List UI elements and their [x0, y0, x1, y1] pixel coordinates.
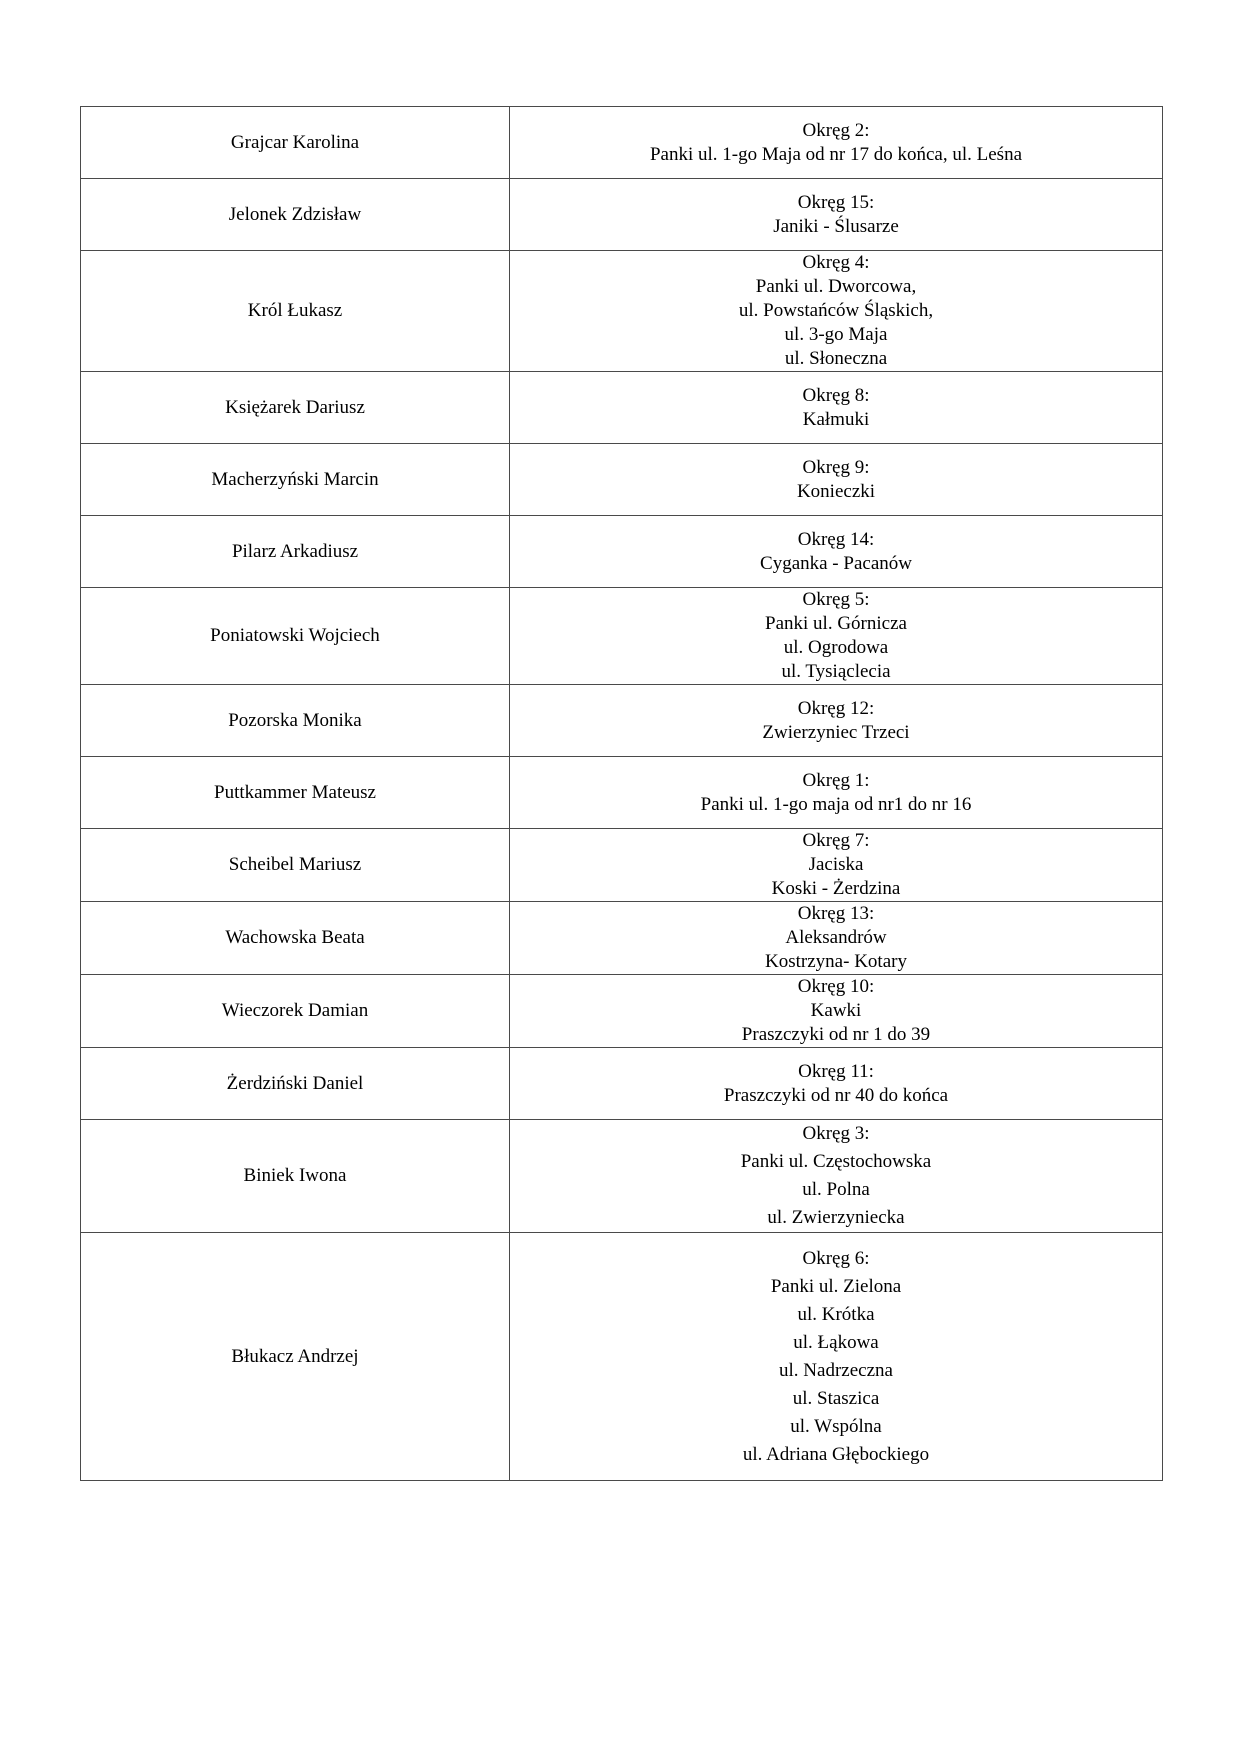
- district-number: Okręg 13:: [797, 903, 875, 924]
- table-row: [81, 1048, 1163, 1120]
- district-number: Okręg 15:: [797, 191, 875, 213]
- district-area-line: Panki ul. Zielona: [770, 1275, 902, 1297]
- district-area-line: Cyganka - Pacanów: [760, 552, 912, 574]
- district-area-line: ul. Wspólna: [790, 1415, 882, 1437]
- district-number: Okręg 7:: [802, 830, 870, 851]
- district-area-line: ul. Staszica: [792, 1387, 880, 1409]
- district-area-cell: [510, 107, 1163, 179]
- councillor-name-cell: Macherzyński Marcin: [81, 444, 510, 516]
- district-area-cell: [510, 685, 1163, 757]
- table-row: [81, 179, 1163, 251]
- councillor-name-cell: Księżarek Dariusz: [81, 372, 510, 444]
- district-area-line: ul. Łąkowa: [793, 1331, 879, 1353]
- district-number: Okręg 8:: [802, 384, 870, 406]
- table-row: [81, 372, 1163, 444]
- district-number: Okręg 12:: [797, 697, 875, 719]
- district-area-line: ul. Powstańców Śląskich,: [738, 300, 934, 321]
- district-area-cell: [510, 902, 1163, 975]
- district-area-cell: [510, 588, 1163, 685]
- councillor-name-cell: Biniek Iwona: [81, 1120, 510, 1233]
- district-number: Okręg 11:: [798, 1060, 874, 1082]
- district-area-line: Konieczki: [796, 480, 876, 502]
- table-row: [81, 685, 1163, 757]
- councillor-name-cell: Pozorska Monika: [81, 685, 510, 757]
- councillor-name-cell: Scheibel Mariusz: [81, 829, 510, 902]
- district-area-line: Praszczyki od nr 40 do końca: [723, 1084, 949, 1106]
- table-row: [81, 1233, 1163, 1481]
- district-number: Okręg 14:: [797, 528, 875, 550]
- district-area-cell: [510, 1048, 1163, 1120]
- district-area-line: ul. Ogrodowa: [783, 637, 889, 658]
- district-area-cell: [510, 975, 1163, 1048]
- district-area-line: Panki ul. Górnicza: [765, 613, 907, 634]
- district-area-line: Zwierzyniec Trzeci: [762, 721, 910, 743]
- district-area-line: Koski - Żerdzina: [771, 878, 901, 899]
- councillor-name-cell: Król Łukasz: [81, 251, 510, 372]
- councillor-name-cell: Żerdziński Daniel: [81, 1048, 510, 1120]
- councillor-name-cell: Pilarz Arkadiusz: [81, 516, 510, 588]
- district-area-line: Kostrzyna- Kotary: [765, 951, 907, 972]
- district-area-cell: [510, 444, 1163, 516]
- district-area-line: ul. 3-go Maja: [784, 324, 888, 345]
- district-area-line: ul. Nadrzeczna: [779, 1359, 893, 1381]
- table-row: [81, 251, 1163, 372]
- district-area-line: ul. Adriana Głębockiego: [742, 1443, 930, 1465]
- district-area-line: Aleksandrów: [785, 927, 887, 948]
- district-area-cell: [510, 1233, 1163, 1481]
- district-area-line: Janiki - Ślusarze: [773, 215, 899, 237]
- district-area-line: ul. Tysiąclecia: [781, 661, 891, 682]
- district-area-line: Jaciska: [808, 854, 864, 875]
- councillor-name-cell: Wieczorek Damian: [81, 975, 510, 1048]
- table-row: [81, 588, 1163, 685]
- district-area-line: Panki ul. Dworcowa,: [755, 276, 917, 297]
- district-area-line: Panki ul. Częstochowska: [740, 1151, 932, 1172]
- district-area-cell: [510, 179, 1163, 251]
- district-number: Okręg 9:: [802, 456, 870, 478]
- district-number: Okręg 4:: [802, 252, 870, 273]
- district-area-cell: [510, 757, 1163, 829]
- district-area-line: ul. Krótka: [797, 1303, 875, 1325]
- district-area-line: ul. Słoneczna: [784, 348, 888, 369]
- district-number: Okręg 2:: [802, 119, 870, 141]
- table-row: [81, 975, 1163, 1048]
- district-area-line: ul. Zwierzyniecka: [767, 1207, 905, 1228]
- district-number: Okręg 10:: [797, 976, 875, 997]
- table-body: [81, 107, 1163, 1481]
- district-area-line: ul. Polna: [802, 1179, 870, 1200]
- district-number: Okręg 1:: [802, 769, 870, 791]
- table-row: [81, 516, 1163, 588]
- district-area-cell: [510, 1120, 1163, 1233]
- district-area-cell: [510, 829, 1163, 902]
- councillor-name-cell: Grajcar Karolina: [81, 107, 510, 179]
- district-area-cell: [510, 516, 1163, 588]
- district-area-line: Panki ul. 1-go maja od nr1 do nr 16: [700, 793, 972, 815]
- councillor-name-cell: Jelonek Zdzisław: [81, 179, 510, 251]
- table-row: [81, 444, 1163, 516]
- district-area-cell: [510, 251, 1163, 372]
- district-area-line: Panki ul. 1-go Maja od nr 17 do końca, ul. Leśna: [649, 143, 1022, 165]
- district-number: Okręg 5:: [802, 589, 870, 610]
- district-area-line: Praszczyki od nr 1 do 39: [741, 1024, 931, 1045]
- table-row: [81, 902, 1163, 975]
- table-row: [81, 757, 1163, 829]
- district-area-line: Kawki: [810, 1000, 862, 1021]
- district-area-cell: [510, 372, 1163, 444]
- councillor-name-cell: Puttkammer Mateusz: [81, 757, 510, 829]
- district-number: Okręg 6:: [802, 1247, 870, 1269]
- councillor-name-cell: Błukacz Andrzej: [81, 1233, 510, 1481]
- table-row: [81, 107, 1163, 179]
- district-assignment-table: [80, 106, 1163, 1481]
- councillor-name-cell: Poniatowski Wojciech: [81, 588, 510, 685]
- councillor-name-cell: Wachowska Beata: [81, 902, 510, 975]
- district-area-line: Kałmuki: [802, 408, 870, 430]
- district-number: Okręg 3:: [802, 1123, 870, 1144]
- table-row: [81, 829, 1163, 902]
- table-row: [81, 1120, 1163, 1233]
